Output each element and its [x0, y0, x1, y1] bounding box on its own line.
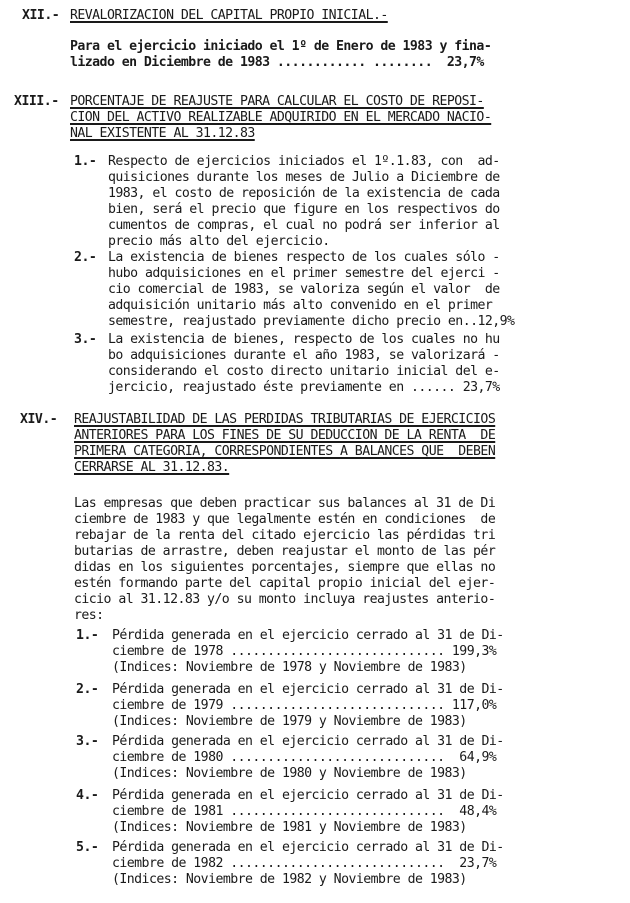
- item-number: 1.-: [76, 628, 99, 643]
- section-title-line: NAL EXISTENTE AL 31.12.83: [70, 126, 255, 141]
- item-line: considerando el costo directo unitario inicial del e-: [108, 364, 500, 379]
- item-line: ciembre de 1979 ............................. 117,0%: [112, 698, 497, 713]
- paragraph-line: res:: [74, 608, 104, 623]
- item-number: 1.-: [74, 154, 97, 169]
- item-number: 3.-: [74, 332, 97, 347]
- paragraph-line: butarias de arrastre, deben reajustar el monto de las pér: [74, 544, 496, 559]
- item-line: cumentos de compras, el cual no podrá ser inferior al: [108, 218, 500, 233]
- item-number: 2.-: [74, 250, 97, 265]
- item-number: 3.-: [76, 734, 99, 749]
- section-title-line: PRIMERA CATEGORIA, CORRESPONDIENTES A BALANCES QUE DEBEN: [74, 444, 496, 459]
- item-line: La existencia de bienes respecto de los cuales sólo -: [108, 250, 500, 265]
- item-line: bien, será el precio que figure en los respectivos do: [108, 202, 500, 217]
- paragraph-line: lizado en Diciembre de 1983 ............ ........ 23,7%: [70, 55, 484, 70]
- item-number: 5.-: [76, 840, 99, 855]
- section-title-line: REAJUSTABILIDAD DE LAS PERDIDAS TRIBUTARIAS DE EJERCICIOS: [74, 412, 496, 427]
- item-line: ciembre de 1981 ............................. 48,4%: [112, 804, 497, 819]
- section-number: XIII.-: [14, 94, 59, 109]
- section-title-line: ANTERIORES PARA LOS FINES DE SU DEDUCCION DE LA RENTA DE: [74, 428, 496, 443]
- item-line: (Indices: Noviembre de 1979 y Noviembre de 1983): [112, 714, 467, 729]
- item-line: Pérdida generada en el ejercicio cerrado al 31 de Di-: [112, 840, 504, 855]
- item-line: cio comercial de 1983, se valoriza según el valor de: [108, 282, 500, 297]
- item-line: hubo adquisiciones en el primer semestre del ejerci -: [108, 266, 500, 281]
- item-line: quisiciones durante los meses de Julio a Diciembre de: [108, 170, 500, 185]
- item-number: 4.-: [76, 788, 99, 803]
- item-line: adquisición unitario más alto convenido en el primer: [108, 298, 493, 313]
- paragraph-line: Las empresas que deben practicar sus balances al 31 de Di: [74, 496, 496, 511]
- paragraph-line: Para el ejercicio iniciado el 1º de Enero de 1983 y fina-: [70, 39, 492, 54]
- item-line: La existencia de bienes, respecto de los cuales no hu: [108, 332, 500, 347]
- item-line: bo adquisiciones durante el año 1983, se valorizará -: [108, 348, 500, 363]
- paragraph-line: estén formando parte del capital propio inicial del ejer-: [74, 576, 496, 591]
- section-title-line: PORCENTAJE DE REAJUSTE PARA CALCULAR EL COSTO DE REPOSI-: [70, 94, 484, 109]
- item-line: (Indices: Noviembre de 1978 y Noviembre de 1983): [112, 660, 467, 675]
- section-title-line: CERRARSE AL 31.12.83.: [74, 460, 230, 475]
- item-line: Pérdida generada en el ejercicio cerrado al 31 de Di-: [112, 628, 504, 643]
- item-line: Pérdida generada en el ejercicio cerrado al 31 de Di-: [112, 682, 504, 697]
- item-line: Pérdida generada en el ejercicio cerrado al 31 de Di-: [112, 734, 504, 749]
- item-line: jercicio, reajustado éste previamente en ...... 23,7%: [108, 380, 500, 395]
- item-line: precio más alto del ejercicio.: [108, 234, 330, 249]
- section-number: XII.-: [22, 8, 60, 23]
- item-line: Pérdida generada en el ejercicio cerrado al 31 de Di-: [112, 788, 504, 803]
- paragraph-line: didas en los siguientes porcentajes, siempre que ellas no: [74, 560, 496, 575]
- item-line: ciembre de 1980 ............................. 64,9%: [112, 750, 497, 765]
- item-line: semestre, reajustado previamente dicho precio en..12,9%: [108, 314, 515, 329]
- section-title-line: CION DEL ACTIVO REALIZABLE ADQUIRIDO EN EL MERCADO NACIO-: [70, 110, 492, 125]
- item-line: Respecto de ejercicios iniciados el 1º.1.83, con ad-: [108, 154, 500, 169]
- item-line: (Indices: Noviembre de 1982 y Noviembre de 1983): [112, 872, 467, 887]
- item-number: 2.-: [76, 682, 99, 697]
- paragraph-line: ciembre de 1983 y que legalmente estén en condiciones de: [74, 512, 496, 527]
- section-number: XIV.-: [20, 412, 58, 427]
- item-line: (Indices: Noviembre de 1980 y Noviembre de 1983): [112, 766, 467, 781]
- paragraph-line: rebajar de la renta del citado ejercicio las pérdidas tri: [74, 528, 496, 543]
- item-line: ciembre de 1982 ............................. 23,7%: [112, 856, 497, 871]
- item-line: (Indices: Noviembre de 1981 y Noviembre de 1983): [112, 820, 467, 835]
- item-line: 1983, el costo de reposición de la existencia de cada: [108, 186, 500, 201]
- paragraph-line: cicio al 31.12.83 y/o su monto incluya reajustes anterio-: [74, 592, 496, 607]
- item-line: ciembre de 1978 ............................. 199,3%: [112, 644, 497, 659]
- section-title: REVALORIZACION DEL CAPITAL PROPIO INICIAL.-: [70, 8, 388, 23]
